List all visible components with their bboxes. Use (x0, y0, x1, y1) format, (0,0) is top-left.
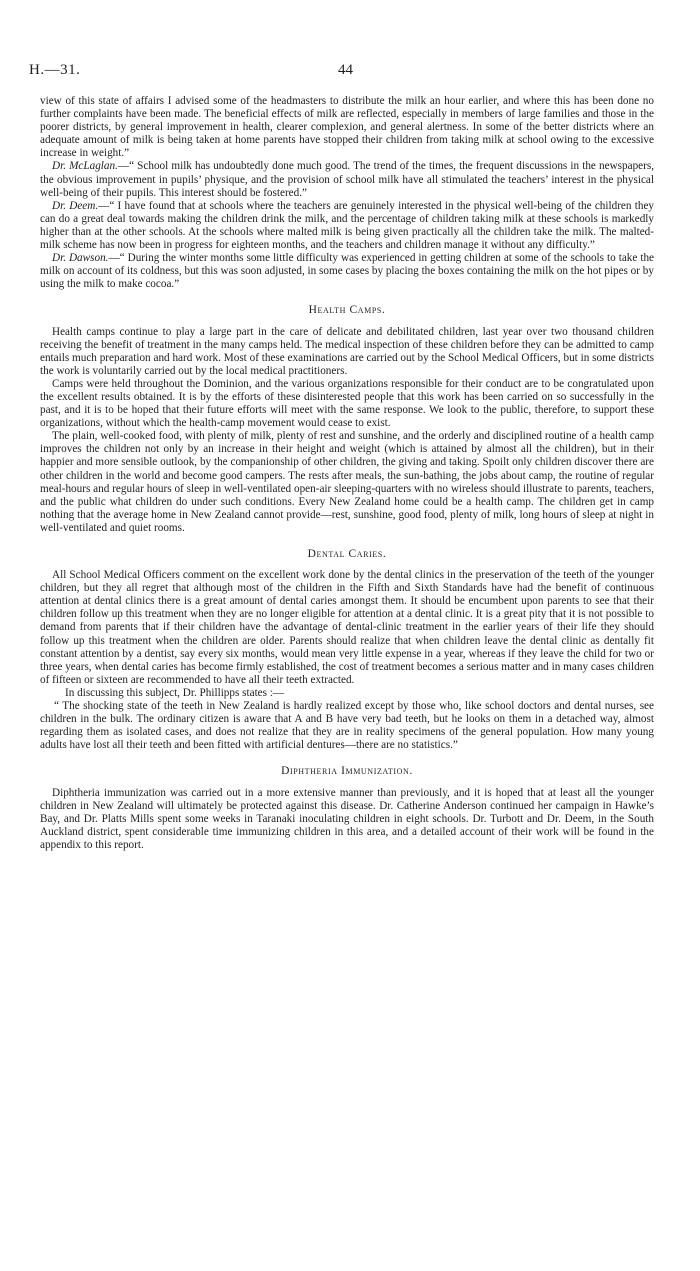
doctor-quote-dawson (40, 252, 654, 291)
page-number: 44 (338, 62, 353, 78)
speaker-name: Dr. Dawson. (52, 252, 109, 265)
paragraph: Health camps continue to play a large part in the care of delicate and debilitated children, last year over two thousand children receiving the benefit of treatment in the many camps held. The medical inspection of these children before they can be admitted to camp entails much preparation and hard work. Most of these examinations are carried out by the School Medical Officers, but in some districts the work is voluntarily carried out by the local medical practitioners. (40, 325, 654, 377)
quote-text: —“ During the winter months some little difficulty was experienced in getting children at some of the schools to take the milk on account of its coldness, but this was soon adjusted, in some cases by placing the boxes containing the milk on the hot pipes or by using the milk to make cocoa.” (40, 252, 654, 291)
quote-intro: In discussing this subject, Dr. Phillipps states :— (65, 686, 285, 699)
section-heading-diphtheria: Diphtheria Immunization. (281, 765, 413, 778)
paragraph: Diphtheria immunization was carried out in a more extensive manner than previously, and it is hoped that at least all the younger children in New Zealand will ultimately be protected against this disease. Dr. Catherine Anderson continued her campaign in Hawke’s Bay, and Dr. Platts Mills spent some weeks in Taranaki inoculating children in eight schools. Dr. Turbott and Dr. Deem, in the South Auckland district, spent considerable time immunizing children in this area, and a detailed account of their work will be found in the appendix to this report. (40, 786, 654, 851)
paragraph: view of this state of affairs I advised some of the headmasters to distribute the milk an hour earlier, and where this has been done no further complaints have been made. The beneficial effects of milk are reflected, especially in members of large families and those in the poorer districts, by general improvement in health, clearer complexion, and general alertness. In some of the better districts where an adequate amount of milk is being taken at home parents have stopped their children from taking milk at school owing to the excessive increase in weight.” (40, 95, 654, 160)
block-quote: “ The shocking state of the teeth in New Zealand is hardly realized except by those who, like school doctors and dental nurses, see children in the bulk. The ordinary citizen is aware that A and B have very bad teeth, but he looks on them in a detached way, almost regarding them as isolated cases, and does not realize that they are in reality specimens of the general population. How many young adults have lost all their teeth and been fitted with artificial dentures—there are no statistics.” (40, 700, 654, 752)
section-heading-dental-caries: Dental Caries. (307, 548, 387, 560)
doctor-quote-mclaglan (40, 160, 654, 199)
speaker-name: Dr. McLaglan. (52, 160, 118, 173)
paragraph: Camps were held throughout the Dominion, and the various organizations responsible for their conduct are to be congratulated upon the excellent results obtained. It is by the efforts of these disinterested people that this work has been carried on so successfully in the past, and it is to be hoped that their future efforts will meet with the same response. We look to the public, therefore, to support these organizations, without which the health-camp movement would cease to exist. (40, 377, 654, 430)
quote-text: —“ School milk has undoubtedly done much good. The trend of the times, the frequent discussions in the newspapers, the obvious improvement in pupils’ physique, and the provision of school milk have all stimulated the teachers’ interest in the physical well-being of their pupils. This interest should be fostered.” (40, 160, 654, 199)
section-heading-health-camps: Health Camps. (308, 304, 386, 317)
quote-text: —“ I have found that at schools where the teachers are genuinely interested in the physical well-being of the children they can do a great deal towards making the children drink the milk, and the percentage of children taking milk at these schools is markedly higher than at the other schools. At the schools where malted milk is being given practically all the children take the milk. The malted-milk scheme has now been in progress for eighteen months, and the teachers and children manage it without any difficulty.” (40, 199, 655, 252)
report-code: H.—31. (29, 62, 81, 78)
doctor-quote-deem (40, 200, 654, 252)
speaker-name: Dr. Deem. (52, 199, 99, 212)
paragraph: All School Medical Officers comment on the excellent work done by the dental clinics in the preservation of the teeth of the younger children, but they all regret that although most of the children in the Fifth and Sixth Standards have had the benefit of continuous attention at dental clinics there is a great amount of dental caries amongst them. It should be encumbent upon parents to see that their children follow up this treatment when they are no longer eligible for attention at a dental clinic. It is a great pity that it is not possible to demand from parents that if their children have the advantage of dental-clinic treatment in the earlier years of their life they should follow up this treatment when the children are older. Parents should realize that when children leave the dental clinic as dentally fit constant attention by a dentist, say every six months, would mean very little expense in a year, whereas if they leave the child for two or three years, when dental caries has become firmly established, the cost of treatment becomes a serious matter and in many cases children of fifteen or sixteen are recommended to have all their teeth extracted. (40, 569, 654, 686)
paragraph: The plain, well-cooked food, with plenty of milk, plenty of rest and sunshine, and the orderly and disciplined routine of a health camp improves the children not only by an increase in their height and weight (which is attained by almost all the children), but in their happier and more sensible outlook, by the companionship of other children, the giving and taking. Spoilt only children discover there are other children in the world and become good campers. The rests after meals, the sun-bathing, the jobs about camp, the routine of regular meal-hours and regular hours of sleep in well-ventilated open-air sleeping-quarters with no wireless should illustrate to parents, teachers, and the public what children do under such conditions. Every New Zealand home could be a health camp. The children get in camp nothing that the average home in New Zealand cannot provide—rest, sunshine, good food, plenty of milk, long hours of sleep at night in well-ventilated and quiet rooms. (40, 430, 654, 534)
document-body (40, 95, 654, 852)
